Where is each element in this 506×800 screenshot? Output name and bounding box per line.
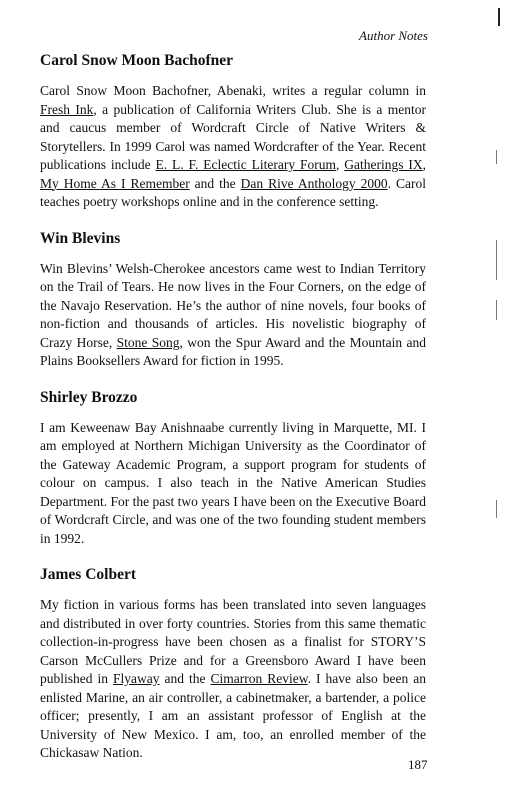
author-entry [40,389,426,549]
margin-mark [498,8,500,26]
running-head: Author Notes [359,28,428,43]
bio-text: . Carol teaches poetry workshops online and in the conference setting. [40,175,426,209]
page-number: 187 [408,757,428,772]
bio-text: I am Keweenaw Bay Anishnaabe currently living in Marquette, MI. I am employed at Northern Michigan University as the Coordinator of the Gateway Academic Program, a support program for students of colour on campus. I also teach in the Native American Studies Department. For the past two years I have been on the Executive Board of Wordcraft Circle, and was one of the two founding student members in 1992. [40,419,426,546]
author-bio [40,82,426,212]
publication-title: E. L. F. Eclectic Literary Forum [155,157,336,172]
author-bio [40,260,426,371]
publication-title: Dan Rive Anthology 2000 [240,175,388,191]
author-entry [40,230,426,371]
bio-text: , [422,157,426,172]
author-bio [40,596,426,763]
author-bio [40,419,426,549]
margin-speck [496,240,497,280]
bio-text: and the [189,175,241,191]
bio-text: , [335,157,345,172]
bio-text: , won the Spur Award and the Mountain and Plains Booksellers Award for fiction in 1995. [40,334,426,368]
bio-text: . I have also been an enlisted Marine, an air controller, a cabinetmaker, a bartender, a police officer; presently, I am an assistant professor of English at the University of New Mexico. I am, too, an enrolled member of the Chickasaw Nation. [40,671,426,760]
publication-title: Flyaway [113,671,160,686]
author-entry [40,566,426,763]
bio-text: , a publication of California Writers Club. She is a mentor and caucus member of Wordcraft Circle of Native Writers & Storytellers. In 1999 Carol was named Wordcrafter of the Year. Recent publications include [40,101,426,172]
bio-text: and the [159,671,211,686]
author-name: Carol Snow Moon Bachofner [40,52,234,69]
publication-title: Cimarron Review [210,671,308,686]
publication-title: My Home As I Remember [40,175,190,191]
author-name: Shirley Brozzo [40,388,138,406]
publication-title: Fresh Ink [40,101,94,117]
publication-title: Stone Song [116,334,180,350]
author-name: Win Blevins [40,229,121,247]
margin-speck [496,300,497,320]
margin-speck [496,500,497,518]
author-name: James Colbert [40,566,136,583]
bio-text: Carol Snow Moon Bachofner, Abenaki, writes a regular column in [40,83,426,98]
author-notes [40,52,426,781]
bio-text: Win Blevins’ Welsh-Cherokee ancestors came west to Indian Territory on the Trail of Tears. He now lives in the Four Corners, on the edge of the Navajo Reservation. He’s the author of nine novels, four books of non-fiction and thousands of articles. His novelistic biography of Crazy Horse, [40,260,426,350]
margin-speck [496,150,497,164]
publication-title: Gatherings IX [344,157,423,172]
author-entry [40,52,426,212]
bio-text: My fiction in various forms has been translated into seven languages and distributed in over forty countries. Stories from this same thematic collection-in-progress have been chosen as a finalist for STORY’S Carson McCullers Prize and for a Greensboro Award I have been published in [40,597,426,686]
